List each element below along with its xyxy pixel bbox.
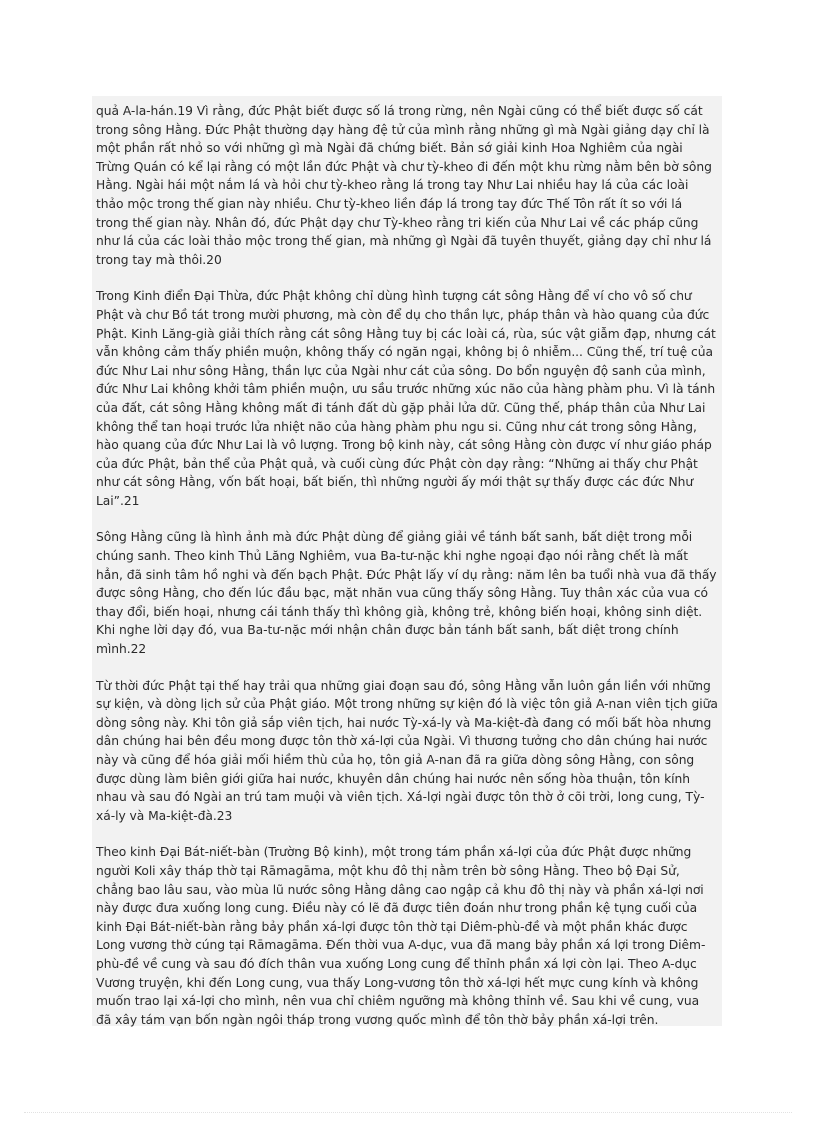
paragraph-1: quả A-la-hán.19 Vì rằng, đức Phật biết được số lá trong rừng, nên Ngài cũng có thể biết được số cát trong sông Hằng. Đức Phật thường dạy hàng đệ tử của mình rằng những gì mà Ngài giảng dạy chỉ là một phần rất nhỏ so với những gì mà Ngài đã chứng biết. Bản sớ giải kinh Hoa Nghiêm của ngài Trừng Quán có kể lại rằng có một lần đức Phật và chư tỳ-kheo đi đến một khu rừng nằm bên bờ sông Hằng. Ngài hái một nắm lá và hỏi chư tỳ-kheo rằng lá trong tay Như Lai nhiều hay lá của các loài thảo mộc trong thế gian này nhiều. Chư tỳ-kheo liền đáp lá trong tay đức Thế Tôn rất ít so với lá trong thế gian này. Nhân đó, đức Phật dạy chư Tỳ-kheo rằng tri kiến của Như Lai về các pháp cũng như lá của các loài thảo mộc trong thế gian, mà những gì Ngài đã tuyên thuyết, giảng dạy chỉ như lá trong tay mà thôi.20: [96, 104, 712, 267]
paragraph-5: Theo kinh Đại Bát-niết-bàn (Trường Bộ kinh), một trong tám phần xá-lợi của đức Phật được những người Koli xây tháp thờ tại Rāmagāma, một khu đô thị nằm trên bờ sông Hằng. Theo bộ Đại Sử, chẳng bao lâu sau, vào mùa lũ nước sông Hằng dâng cao ngập cả khu đô thị này và phần xá-lợi nơi này được đưa xuống long cung. Điều này có lẽ đã được tiên đoán như trong phần kệ tụng cuối của kinh Đại Bát-niết-bàn rằng bảy phần xá-lợi được tôn thờ tại Diêm-phù-đề và một phần khác được Long vương thờ cúng tại Rāmagāma. Đến thời vua A-dục, vua đã mang bảy phần xá lợi trong Diêm-phù-đề về cung và sau đó đích thân vua xuống Long cung để thỉnh phần xá lợi còn lại. Theo A-dục Vương truyện, khi đến Long cung, vua thấy Long-vương tôn thờ xá-lợi hết mực cung kính và không muốn trao lại xá-lợi cho mình, nên vua chỉ chiêm ngưỡng mà không thỉnh về. Sau khi về cung, vua đã xây tám vạn bốn ngàn ngôi tháp trong vương quốc mình để tôn thờ bảy phần xá-lợi trên.: [96, 845, 706, 1027]
paragraph-2: Trong Kinh điển Đại Thừa, đức Phật không chỉ dùng hình tượng cát sông Hằng để ví cho vô số chư Phật và chư Bồ tát trong mười phương, mà còn để dụ cho thần lực, pháp thân và hào quang của đức Phật. Kinh Lăng-già giải thích rằng cát sông Hằng tuy bị các loài cá, rùa, súc vật giẫm đạp, nhưng cát vẫn không cảm thấy phiền muộn, không thấy có ngăn ngại, không bị ô nhiễm... Cũng thế, trí tuệ của đức Như Lai như sông Hằng, thần lực của Ngài như cát của sông. Do bổn nguyện độ sanh của mình, đức Như Lai không khởi tâm phiền muộn, ưu sầu trước những xúc não của hàng phàm phu. Vì là tánh của đất, cát sông Hằng không mất đi tánh đất dù gặp phải lửa dữ. Cũng thế, pháp thân của Như Lai không thể tan hoại trước lửa nhiệt não của hàng phàm phu ngu si. Cũng như cát trong sông Hằng, hào quang của đức Như Lai là vô lượng. Trong bộ kinh này, cát sông Hằng còn được ví như giáo pháp của đức Phật, bản thể của Phật quả, và cuối cùng đức Phật còn dạy rằng: “Những ai thấy chư Phật như cát sông Hằng, vốn bất hoại, bất biến, thì những người ấy mới thật sự thấy được các đức Như Lai”.21: [96, 289, 716, 508]
paragraph-4: Từ thời đức Phật tại thế hay trải qua những giai đoạn sau đó, sông Hằng vẫn luôn gắn liền với những sự kiện, và dòng lịch sử của Phật giáo. Một trong những sự kiện đó là việc tôn giả A-nan viên tịch giữa dòng sông này. Khi tôn giả sắp viên tịch, hai nước Tỳ-xá-ly và Ma-kiệt-đà đang có mối bất hòa nhưng dân chúng hai bên đều mong được tôn thờ xá-lợi của Ngài. Vì thương tưởng cho dân chúng hai nước này và cũng để hóa giải mối hiềm thù của họ, tôn giả A-nan đã ra giữa dòng sông Hằng, con sông được dùng làm biên giới giữa hai nước, khuyên dân chúng hai nước nên sống hòa thuận, tôn kính nhau và sau đó Ngài an trú tam muội và viên tịch. Xá-lợi ngài được tôn thờ ở cõi trời, long cung, Tỳ-xá-ly và Ma-kiệt-đà.23: [96, 678, 718, 823]
page-bottom-divider: [24, 1112, 792, 1113]
text-body: [92, 96, 722, 1026]
paragraph-3: Sông Hằng cũng là hình ảnh mà đức Phật dùng để giảng giải về tánh bất sanh, bất diệt trong mỗi chúng sanh. Theo kinh Thủ Lăng Nghiêm, vua Ba-tư-nặc khi nghe ngoại đạo nói rằng chết là mất hẳn, đã sinh tâm hồ nghi và đến bạch Phật. Đức Phật lấy ví dụ rằng: năm lên ba tuổi nhà vua đã thấy được sông Hằng, cho đến lúc đầu bạc, mặt nhăn vua cũng thấy sông Hằng. Tuy thân xác của vua có thay đổi, biến hoại, nhưng cái tánh thấy thì không già, không trẻ, không biến hoại, không sinh diệt. Khi nghe lời dạy đó, vua Ba-tư-nặc mới nhận chân được bản tánh bất sanh, bất diệt trong chính mình.22: [96, 530, 717, 657]
